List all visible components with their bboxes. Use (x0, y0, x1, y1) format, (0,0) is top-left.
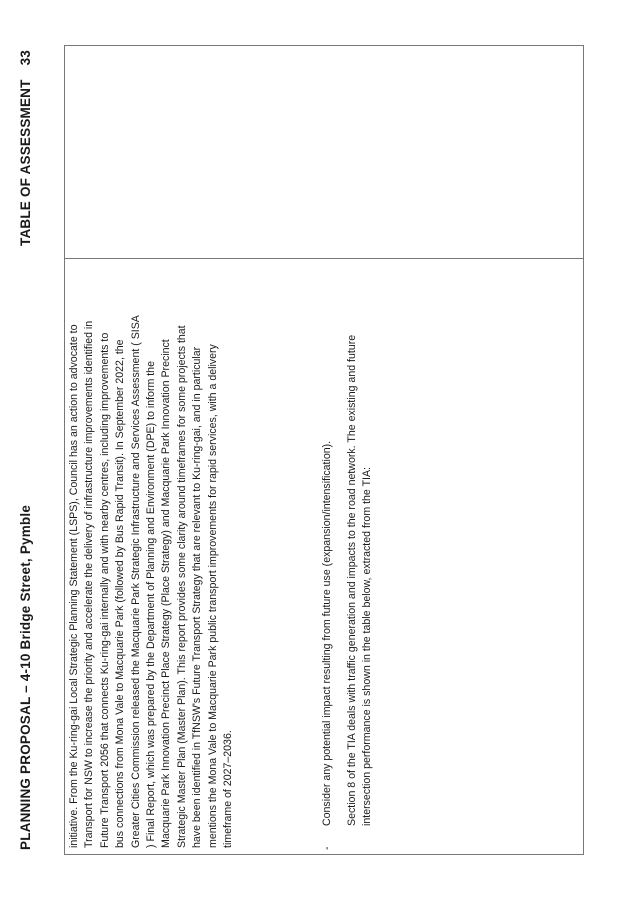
section-title: TABLE OF ASSESSMENT (18, 79, 33, 246)
paragraph-line: have been identified in TfNSW's Future Transport Strategy that are relevant to Ku-ring-gai, and in particular (191, 346, 204, 848)
paragraph-line: bus connections from Mona Vale to Macquarie Park (followed by Bus Rapid Transit). In September 2022, the (114, 339, 127, 848)
traffic-paragraph (345, 260, 376, 826)
paragraph-line: Future Transport 2056 that connects Ku-ring-gai internally and with nearby centres, including improvements to (98, 332, 111, 848)
paragraph-line: Greater Cities Commission released the Macquarie Park Strategic Infrastructure and Services Assessment ( SISA (129, 315, 142, 848)
paragraph-line: Section 8 of the TIA deals with traffic generation and impacts to the road network. The existing and future (346, 334, 358, 826)
paragraph-line: Macquarie Park Innovation Precinct Place Strategy (Place Strategy) and Macquarie Park Innovation Precinct (160, 339, 173, 848)
page-number: 33 (18, 50, 33, 66)
document-title: PLANNING PROPOSAL – 4-10 Bridge Street, Pymble (18, 504, 33, 850)
paragraph-line: initiative. From the Ku-ring-gai Local Strategic Planning Statement (LSPS), Council has an action to advocate to (68, 324, 80, 848)
paragraph-line: Strategic Master Plan (Master Plan). This report provides some clarity around timeframes for some projects that (175, 325, 188, 848)
assessment-cell (65, 258, 583, 854)
bullet-text: Consider any potential impact resulting from future use (expansion/intensification). (321, 440, 333, 826)
paragraph-line: timeframe of 2027–2036. (222, 730, 235, 848)
section-header (18, 50, 33, 246)
comment-cell (65, 46, 583, 258)
paragraph-line: intersection performance is shown in the table below, extracted from the TIA: (361, 467, 374, 826)
bullet-marker: - (321, 846, 333, 850)
paragraph-line: ) Final Report, which was prepared by the Department of Planning and Environment (DPE) to inform the (145, 361, 158, 848)
paragraph-line: mentions the Mona Vale to Macquarie Park public transport improvements for rapid services, with a delivery (206, 344, 219, 848)
transport-paragraph (67, 262, 236, 848)
assessment-table (64, 45, 584, 855)
paragraph-line: Transport for NSW to increase the priority and accelerate the delivery of infrastructure improvements identified in (83, 320, 96, 848)
